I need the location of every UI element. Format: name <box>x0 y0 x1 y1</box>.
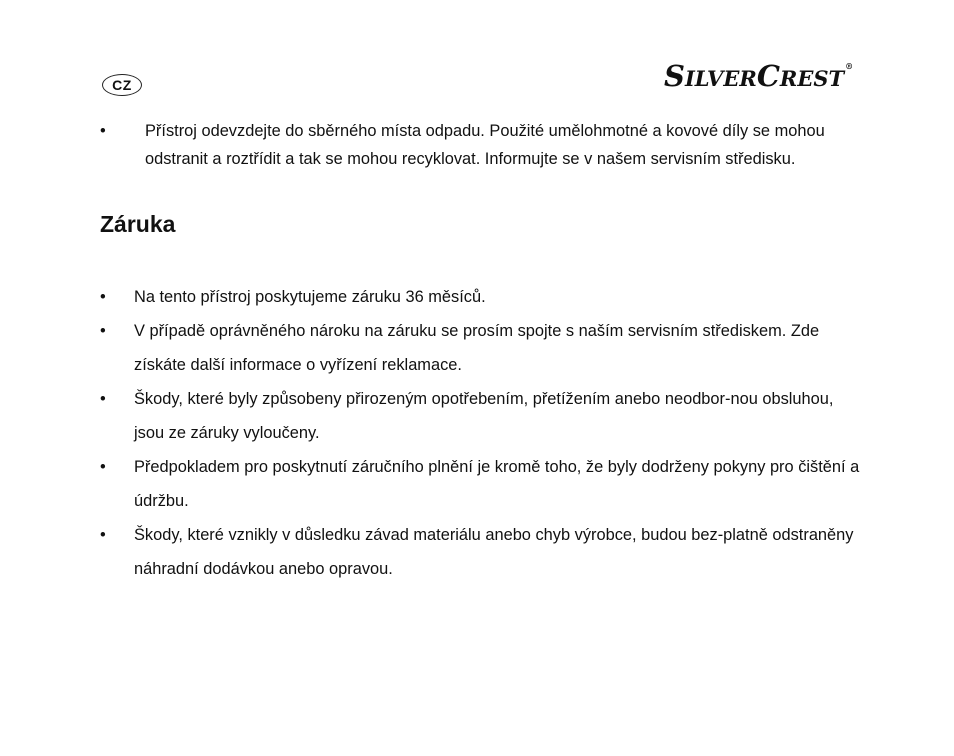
list-item-text: V případě oprávněného nároku na záruku se prosím spojte s naším servisním střediskem. Zde získáte další informace o vyřízení reklamace. <box>134 322 820 374</box>
section-title: Záruka <box>100 211 176 237</box>
bullet-marker: • <box>100 122 106 140</box>
language-badge: CZ <box>102 74 142 96</box>
bullet-marker: • <box>100 288 106 306</box>
list-item-text: Škody, které vznikly v důsledku závad materiálu anebo chyb výrobce, budou bez-platně odstraněny náhradní dodávkou anebo opravou. <box>134 526 854 578</box>
disposal-note-text: Přístroj odevzdejte do sběrného místa odpadu. Použité umělohmotné a kovové díly se mohou odstranit a roztřídit a tak se mohou recyklovat. Informujte se v našem servisním středisku. <box>145 122 825 168</box>
list-item-text: Na tento přístroj poskytujeme záruku 36 měsíců. <box>134 288 486 306</box>
list-item-text: Škody, které byly způsobeny přirozeným opotřebením, přetížením anebo neodbor-nou obsluhou, jsou ze záruky vyloučeny. <box>134 390 834 442</box>
bullet-marker: • <box>100 458 106 476</box>
silvercrest-logo: SILVERCREST® <box>664 59 854 93</box>
list-item <box>100 518 860 586</box>
warranty-list <box>100 280 860 586</box>
bullet-marker: • <box>100 322 106 340</box>
bullet-marker: • <box>100 526 106 544</box>
list-item-text: Předpokladem pro poskytnutí záručního plnění je kromě toho, že byly dodrženy pokyny pro čištění a údržbu. <box>134 458 860 510</box>
list-item <box>100 382 860 450</box>
list-item <box>100 314 860 382</box>
list-item <box>100 280 860 314</box>
disposal-note <box>100 117 860 173</box>
list-item <box>100 450 860 518</box>
bullet-marker: • <box>100 390 106 408</box>
